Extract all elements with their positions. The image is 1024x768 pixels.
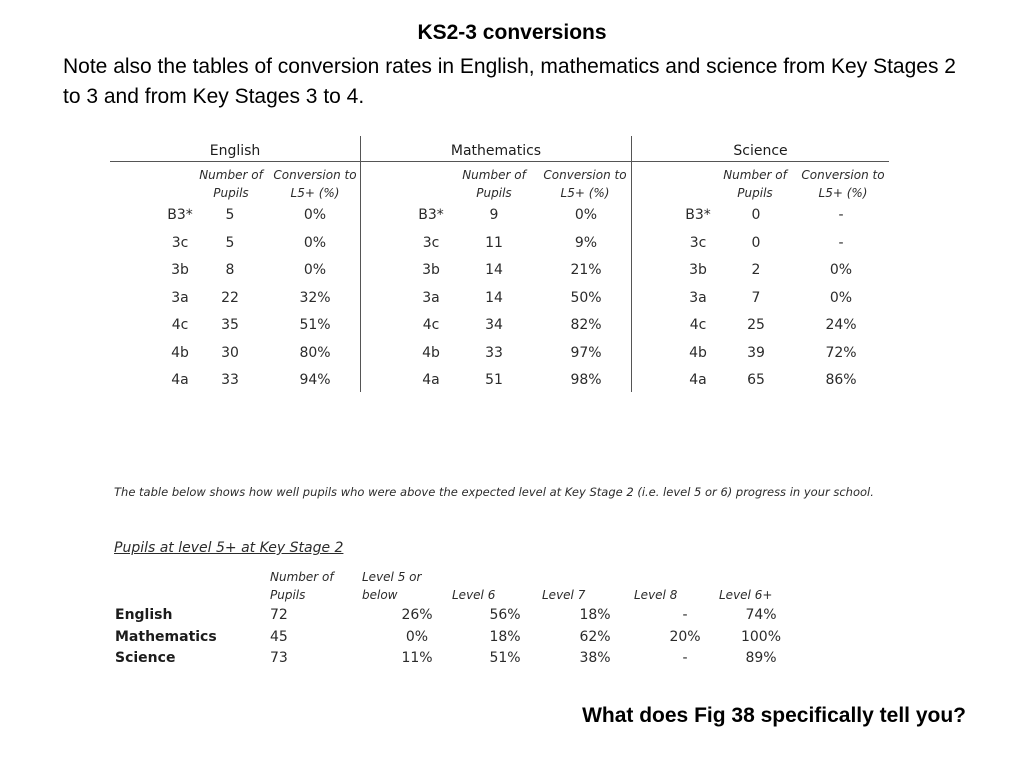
row-level-label: 3c xyxy=(422,234,440,251)
header-rule xyxy=(632,161,889,162)
slide-note: Note also the tables of conversion rates in English, mathematics and science from Key Stages 2 to 3 and from Key Stages 3 to 4. xyxy=(63,55,956,108)
level5-row-value: 26% xyxy=(401,607,433,623)
row-conversion-rate: 50% xyxy=(570,289,602,306)
column-header-pupils: Number of Pupils xyxy=(723,168,787,200)
level5-header-pupils: Number of Pupils xyxy=(270,570,334,602)
level5-table-row xyxy=(0,605,1024,626)
row-pupil-count: 51 xyxy=(485,372,503,388)
row-level-label: 3b xyxy=(171,262,189,278)
row-pupil-count: 7 xyxy=(751,289,761,306)
level5-row-value: 100% xyxy=(740,628,782,645)
row-level-label: 4c xyxy=(689,317,707,333)
row-conversion-rate: 0% xyxy=(303,207,327,223)
level5-row-pupils: 73 xyxy=(270,650,288,666)
level5-row-value: 51% xyxy=(489,650,521,666)
row-level-label: 4a xyxy=(171,372,189,388)
row-level-label: 3a xyxy=(171,289,189,306)
row-conversion-rate: 9% xyxy=(574,234,598,251)
column-header-pupils: Number of Pupils xyxy=(199,168,263,200)
level5-row-subject: Science xyxy=(115,650,176,666)
row-conversion-rate: 0% xyxy=(829,289,853,306)
row-conversion-rate: 32% xyxy=(299,289,331,306)
level5-header-level5: Level 5 or below xyxy=(362,570,422,602)
table-subject-heading: Mathematics xyxy=(450,143,542,159)
row-level-label: 3c xyxy=(171,234,189,251)
question-text: What does Fig 38 specifically tell you? xyxy=(582,704,966,727)
row-level-label: 4c xyxy=(422,317,440,333)
row-pupil-count: 14 xyxy=(485,262,503,278)
row-level-label: 3b xyxy=(422,262,440,278)
column-header-conversion: Conversion to L5+ (%) xyxy=(273,168,357,200)
row-pupil-count: 34 xyxy=(485,317,503,333)
level5-row-pupils: 72 xyxy=(270,607,288,623)
level5-row-value: 18% xyxy=(579,607,611,623)
level5-row-value: - xyxy=(682,607,688,623)
row-conversion-rate: 82% xyxy=(570,317,602,333)
row-conversion-rate: 72% xyxy=(825,344,857,361)
row-pupil-count: 5 xyxy=(225,234,235,251)
level5-row-value: - xyxy=(682,650,688,666)
row-level-label: 4a xyxy=(689,372,707,388)
level5-row-value: 18% xyxy=(489,628,521,645)
row-level-label: B3* xyxy=(167,207,193,223)
column-header-pupils: Number of Pupils xyxy=(462,168,526,200)
level5-row-value: 11% xyxy=(401,650,433,666)
row-pupil-count: 35 xyxy=(221,317,239,333)
row-pupil-count: 0 xyxy=(751,207,761,223)
row-pupil-count: 39 xyxy=(747,344,765,361)
row-level-label: 3b xyxy=(689,262,707,278)
level5-header-level8: Level 8 xyxy=(634,588,678,602)
header-rule xyxy=(361,161,631,162)
row-pupil-count: 0 xyxy=(751,234,761,251)
row-conversion-rate: 21% xyxy=(570,262,602,278)
row-pupil-count: 9 xyxy=(489,207,499,223)
level5-row-value: 89% xyxy=(745,650,777,666)
row-pupil-count: 33 xyxy=(485,344,503,361)
row-pupil-count: 2 xyxy=(751,262,761,278)
row-conversion-rate: 24% xyxy=(825,317,857,333)
row-conversion-rate: - xyxy=(838,207,844,223)
row-conversion-rate: 51% xyxy=(299,317,331,333)
row-level-label: 3a xyxy=(689,289,707,306)
row-conversion-rate: 0% xyxy=(574,207,598,223)
row-conversion-rate: 0% xyxy=(303,234,327,251)
level5-header-level7: Level 7 xyxy=(542,588,586,602)
level5-table-row xyxy=(0,627,1024,648)
column-header-conversion: Conversion to L5+ (%) xyxy=(543,168,627,200)
level5-row-value: 74% xyxy=(745,607,777,623)
row-level-label: 4b xyxy=(422,344,440,361)
row-conversion-rate: 80% xyxy=(299,344,331,361)
row-level-label: 4c xyxy=(171,317,189,333)
level5-row-value: 0% xyxy=(405,628,429,645)
table-subject-heading: Science xyxy=(733,143,788,159)
level5-row-pupils: 45 xyxy=(270,628,288,645)
level5-header-level6plus: Level 6+ xyxy=(719,588,773,602)
row-pupil-count: 8 xyxy=(225,262,235,278)
level5-row-value: 62% xyxy=(579,628,611,645)
header-rule xyxy=(110,161,360,162)
row-pupil-count: 5 xyxy=(225,207,235,223)
row-pupil-count: 11 xyxy=(485,234,503,251)
row-pupil-count: 22 xyxy=(221,289,239,306)
level5-row-subject: Mathematics xyxy=(115,628,217,645)
level5-row-value: 56% xyxy=(489,607,521,623)
row-pupil-count: 30 xyxy=(221,344,239,361)
row-pupil-count: 14 xyxy=(485,289,503,306)
row-level-label: B3* xyxy=(685,207,711,223)
slide-title: KS2-3 conversions xyxy=(417,21,607,44)
table-subject-heading: English xyxy=(209,143,261,159)
level5-table-title: Pupils at level 5+ at Key Stage 2 xyxy=(114,540,344,556)
level5-row-value: 38% xyxy=(579,650,611,666)
row-conversion-rate: 0% xyxy=(303,262,327,278)
row-conversion-rate: 98% xyxy=(570,372,602,388)
column-header-conversion: Conversion to L5+ (%) xyxy=(801,168,885,200)
row-pupil-count: 65 xyxy=(747,372,765,388)
row-conversion-rate: 86% xyxy=(825,372,857,388)
level5-row-value: 20% xyxy=(669,628,701,645)
row-level-label: 4b xyxy=(171,344,189,361)
row-level-label: 3c xyxy=(689,234,707,251)
row-conversion-rate: - xyxy=(838,234,844,251)
row-conversion-rate: 0% xyxy=(829,262,853,278)
row-conversion-rate: 97% xyxy=(570,344,602,361)
level5-table-row xyxy=(0,648,1024,669)
level5-header-level6: Level 6 xyxy=(452,588,496,602)
level5-row-subject: English xyxy=(115,607,173,623)
row-pupil-count: 25 xyxy=(747,317,765,333)
row-level-label: 4b xyxy=(689,344,707,361)
row-level-label: 3a xyxy=(422,289,440,306)
row-level-label: B3* xyxy=(418,207,444,223)
row-level-label: 4a xyxy=(422,372,440,388)
level5-intro-text: The table below shows how well pupils who were above the expected level at Key Stage 2 (i.e. level 5 or 6) progress in your school. xyxy=(114,485,874,499)
row-conversion-rate: 94% xyxy=(299,372,331,388)
row-pupil-count: 33 xyxy=(221,372,239,388)
